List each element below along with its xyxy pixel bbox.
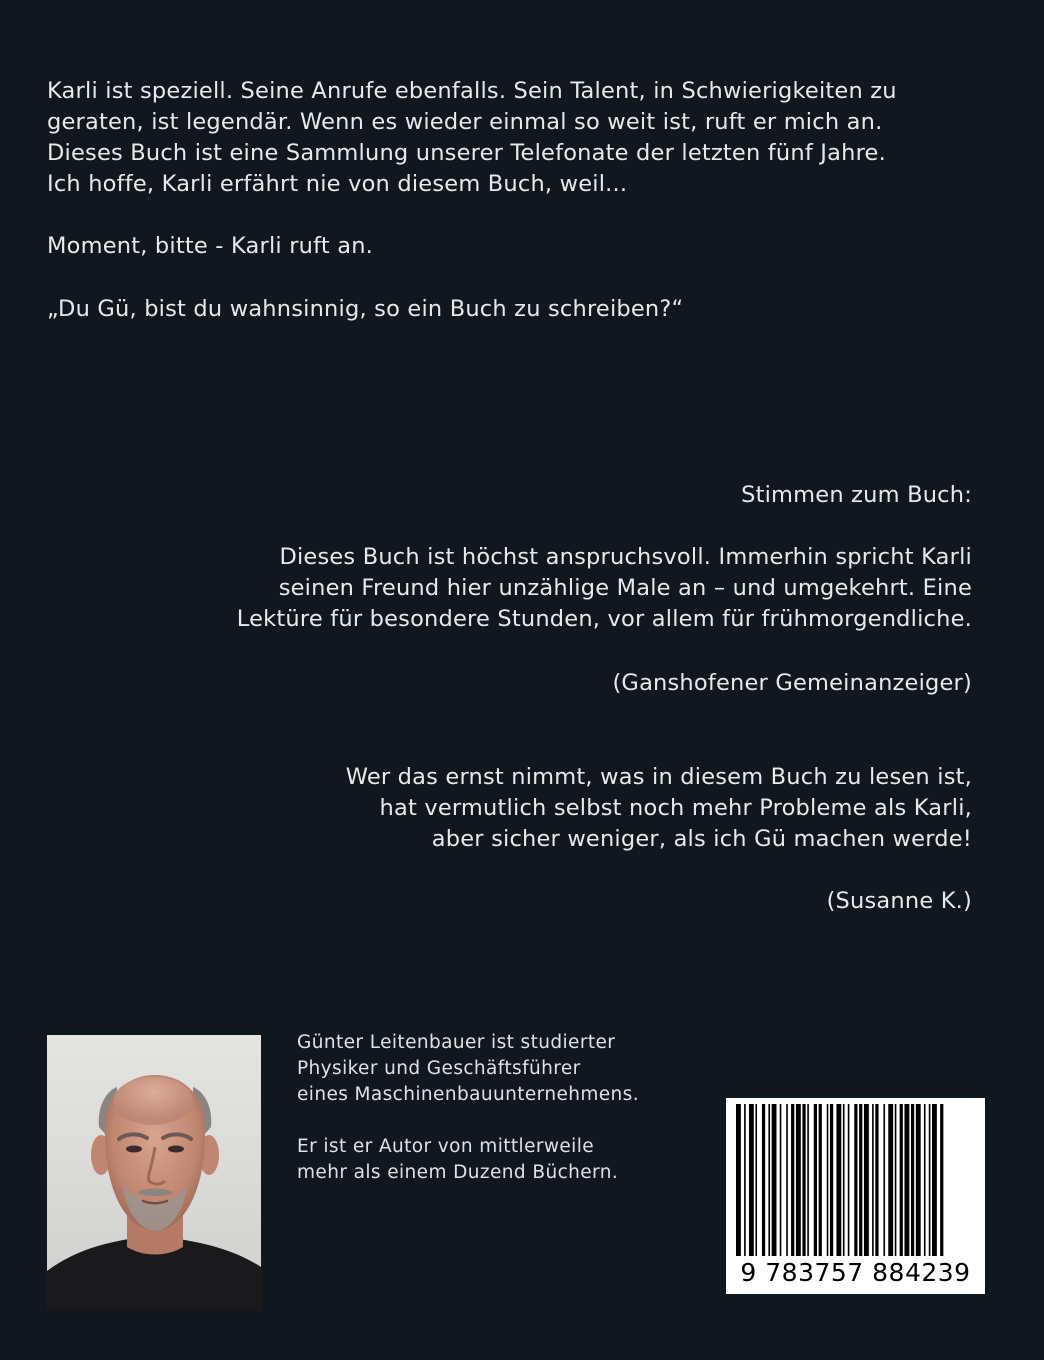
barcode-bar [819,1104,822,1256]
intro-line: Dieses Buch ist eine Sammlung unserer Telefonate der letzten fünf Jahre. [47,140,886,166]
barcode-bar [911,1104,914,1256]
bio-line: Physiker und Geschäftsführer [297,1058,581,1079]
author-portrait-image [47,1035,261,1311]
barcode-bar [786,1104,788,1256]
barcode-bar [872,1104,874,1256]
bio-line: Günter Leitenbauer ist studierter [297,1032,616,1053]
reviews-heading: Stimmen zum Buch: [741,482,972,508]
barcode-bar [859,1104,862,1256]
barcode-bar [791,1104,794,1256]
bio-line: Er ist er Autor von mittlerweile [297,1136,595,1157]
barcode-bar [888,1104,893,1256]
barcode-bar [768,1104,770,1256]
barcode-bar [830,1104,833,1256]
barcode-bar [780,1104,782,1256]
barcode-bar [796,1104,801,1256]
barcode-bars [726,1098,985,1258]
intro-line: Karli ist speziell. Seine Anrufe ebenfalls. Sein Talent, in Schwierigkeiten zu [47,78,897,104]
barcode-bar [924,1104,926,1256]
intro-paragraph-3: „Du Gü, bist du wahnsinnig, so ein Buch zu schreiben?“ [47,296,684,322]
author-bio-paragraph-1 [297,1030,639,1108]
barcode-bar [875,1104,878,1256]
review-quote-1 [237,542,972,635]
review-line: Wer das ernst nimmt, was in diesem Buch zu lesen ist, [345,764,972,790]
bio-line: eines Maschinenbauunternehmens. [297,1084,640,1105]
review-line: Dieses Buch ist höchst anspruchsvoll. Immerhin spricht Karli [279,544,972,570]
barcode-bar [807,1104,809,1256]
barcode-bar [802,1104,805,1256]
barcode-bar [762,1104,765,1256]
barcode-bar [814,1104,817,1256]
barcode-bar [772,1104,777,1256]
review-source-1: (Ganshofener Gemeinanzeiger) [612,670,972,696]
review-line: Lektüre für besondere Stunden, vor allem für frühmorgendliche. [236,606,972,632]
barcode-bar [929,1104,931,1256]
barcode-bar [900,1104,903,1256]
barcode-bar [895,1104,897,1256]
author-bio-paragraph-2 [297,1134,618,1186]
barcode-bar [864,1104,869,1256]
bio-line: mehr als einem Duzend Büchern. [297,1162,619,1183]
barcode-bar [932,1104,937,1256]
barcode-bar [940,1104,943,1256]
barcode-bar [744,1104,746,1256]
barcode-bar [755,1104,757,1256]
isbn-barcode-digits: 9 783757 884239 [740,1258,971,1287]
intro-line: Ich hoffe, Karli erfährt nie von diesem Buch, weil... [47,171,628,197]
intro-paragraph-2: Moment, bitte - Karli ruft an. [47,233,374,259]
review-line: hat vermutlich selbst noch mehr Probleme als Karli, [379,795,972,821]
author-photo [47,1035,261,1311]
barcode-bar [916,1104,921,1256]
barcode-bar [736,1104,741,1256]
intro-line: geraten, ist legendär. Wenn es wieder einmal so weit ist, ruft er mich an. [47,109,883,135]
review-source-2: (Susanne K.) [826,888,972,914]
intro-paragraph-1 [47,76,1007,200]
barcode-bar [883,1104,885,1256]
barcode-bar [836,1104,841,1256]
barcode-bar [843,1104,845,1256]
barcode-bar [904,1104,909,1256]
review-line: aber sicher weniger, als ich Gü machen werde! [431,826,972,852]
barcode-bar [848,1104,850,1256]
barcode-bar [749,1104,754,1256]
review-quote-2 [346,762,972,855]
barcode-bar [854,1104,857,1256]
isbn-barcode [726,1098,985,1294]
review-line: seinen Freund hier unzählige Male an – und umgekehrt. Eine [278,575,972,601]
barcode-bar [827,1104,829,1256]
